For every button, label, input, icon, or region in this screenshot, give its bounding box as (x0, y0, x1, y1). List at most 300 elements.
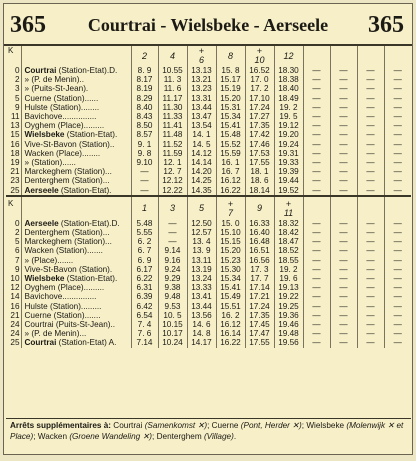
time-cell: 6.22 (131, 274, 158, 283)
time-cell: 9.10 (131, 158, 158, 167)
time-cell: — (357, 158, 384, 167)
time-cell: 11.33 (158, 112, 187, 121)
train-number-label: 11 (283, 207, 294, 218)
footer-part: (Molenwijk ✕ et Place) (10, 421, 404, 441)
station-main: Wacken (24, 148, 54, 158)
time-cell: 17.24 (245, 103, 274, 112)
time-cell: — (357, 320, 384, 329)
cross-mark: + (285, 198, 292, 209)
time-cell: 13.56 (187, 311, 216, 320)
station-main: Wielsbeke (24, 274, 65, 284)
time-cell: 16. 7 (216, 167, 245, 176)
time-cell: 15.41 (216, 121, 245, 130)
station-name (21, 75, 131, 84)
time-cell: 19.46 (274, 320, 303, 329)
time-cell: 8.40 (131, 103, 158, 112)
table-row (6, 103, 411, 112)
table-row (6, 167, 411, 176)
time-cell: 14. 8 (187, 329, 216, 338)
time-cell: 15.31 (216, 103, 245, 112)
time-cell: 18.30 (274, 66, 303, 75)
time-cell: — (357, 130, 384, 139)
station-detail: (Station-Etat). (64, 130, 118, 140)
time-cell: — (384, 186, 411, 196)
time-cell: 9.16 (158, 256, 187, 265)
km-value: 9 (14, 102, 20, 112)
footer-part: . (233, 431, 237, 441)
footer-part: ; Wielsbeke (301, 421, 347, 430)
train-number (216, 199, 245, 219)
station-main: » (24, 75, 30, 85)
time-cell: 14. 1 (187, 130, 216, 139)
km-value: 2 (14, 75, 20, 85)
time-cell: 19.44 (274, 176, 303, 185)
station-name (21, 302, 131, 311)
km-value: 5 (14, 93, 20, 103)
footer-part: Courtrai (111, 421, 145, 430)
train-number (357, 46, 384, 66)
time-cell: 13.54 (187, 121, 216, 130)
train-number (245, 46, 274, 66)
train-number (274, 46, 303, 66)
train-number-label: 8 (227, 50, 233, 61)
time-cell: 11.52 (158, 140, 187, 149)
station-name (21, 94, 131, 103)
station-main: Bavichove (24, 292, 63, 302)
time-cell: 6.17 (131, 265, 158, 274)
time-cell: — (303, 265, 330, 274)
station-main: Hulste (24, 102, 48, 112)
station-name (21, 103, 131, 112)
time-cell: 17.53 (245, 149, 274, 158)
time-cell: 13. 9 (187, 246, 216, 255)
time-cell: — (384, 140, 411, 149)
time-cell: 15. 8 (216, 66, 245, 75)
time-cell: 6.31 (131, 283, 158, 292)
cross-mark: + (256, 46, 263, 56)
time-cell: 16. 2 (216, 311, 245, 320)
time-cell: 16.14 (216, 329, 245, 338)
time-cell: — (303, 66, 330, 75)
time-cell: 15.34 (216, 274, 245, 283)
time-cell: 15.51 (216, 302, 245, 311)
train-number-label: 9 (256, 203, 262, 214)
time-cell: — (384, 130, 411, 139)
time-cell: 15.23 (216, 256, 245, 265)
time-cell: 6. 7 (131, 246, 158, 255)
time-cell: — (330, 94, 357, 103)
time-cell: — (330, 265, 357, 274)
time-cell: — (330, 112, 357, 121)
time-cell: — (357, 283, 384, 292)
time-cell: 10.17 (158, 329, 187, 338)
station-detail: (Station)........ (47, 102, 100, 112)
station-header (21, 199, 131, 219)
time-cell: — (303, 158, 330, 167)
time-cell: — (357, 302, 384, 311)
time-cell: — (384, 176, 411, 185)
station-name (21, 149, 131, 158)
time-cell: 8.57 (131, 130, 158, 139)
station-name (21, 167, 131, 176)
station-main: Denterghem (24, 176, 70, 186)
station-main: Marckeghem (24, 167, 72, 177)
km-value: 25 (10, 185, 20, 195)
station-detail: ............... (62, 112, 97, 122)
time-cell: 14.12 (187, 149, 216, 158)
km-value: 16 (10, 301, 20, 311)
time-cell: 16.56 (245, 256, 274, 265)
footer-part: (Groene Wandeling ✕) (69, 431, 153, 441)
km-value: 21 (10, 310, 20, 320)
time-cell: — (330, 158, 357, 167)
time-cell: — (303, 237, 330, 246)
time-cell: — (303, 186, 330, 196)
time-cell: 15.17 (216, 75, 245, 84)
time-cell: 18.49 (274, 94, 303, 103)
time-cell: 19. 6 (274, 274, 303, 283)
time-cell: 19.20 (274, 130, 303, 139)
time-cell: — (357, 265, 384, 274)
time-cell: 15.20 (216, 246, 245, 255)
time-cell: — (384, 94, 411, 103)
time-cell: 14.35 (187, 186, 216, 196)
time-cell: — (303, 94, 330, 103)
table-row (6, 176, 411, 185)
train-number (187, 46, 216, 66)
time-cell: 15.59 (216, 149, 245, 158)
time-cell: 16.12 (216, 320, 245, 329)
time-cell: 16.22 (216, 186, 245, 196)
footer-part: ; Wacken (33, 431, 70, 441)
table-row (6, 75, 411, 84)
timetable-table (6, 46, 411, 348)
station-main: Vive-St-Bavon (24, 139, 77, 149)
station-detail: (Station-Etat).D. (58, 218, 120, 228)
time-cell: — (384, 167, 411, 176)
station-detail: (Station)... (71, 237, 112, 247)
station-detail: (Station-Etat).D. (56, 66, 118, 75)
station-main: » (24, 84, 30, 94)
km-value: 14 (10, 292, 20, 302)
station-detail: ............... (62, 292, 97, 302)
km-value: 24 (10, 320, 20, 330)
time-cell: 17. 3 (245, 265, 274, 274)
station-name (21, 140, 131, 149)
time-cell: 19. 2 (274, 265, 303, 274)
train-number (330, 46, 357, 66)
time-cell: — (330, 140, 357, 149)
time-cell: — (384, 283, 411, 292)
footer-label: Arrêts supplémentaires à: (10, 421, 112, 430)
time-cell: 19.13 (274, 283, 303, 292)
table-row (6, 149, 411, 158)
time-cell: 19.33 (274, 158, 303, 167)
km-header: K (8, 46, 14, 55)
time-cell: 11.41 (158, 121, 187, 130)
time-cell: 9.38 (158, 283, 187, 292)
time-cell: — (384, 320, 411, 329)
station-name (21, 265, 131, 274)
time-cell: 17.47 (245, 329, 274, 338)
station-name (21, 338, 131, 347)
time-cell: — (330, 311, 357, 320)
table-row (6, 283, 411, 292)
table-row (6, 237, 411, 246)
time-cell: 7. 6 (131, 329, 158, 338)
train-number (384, 199, 411, 219)
time-cell: — (384, 329, 411, 338)
time-cell: — (357, 140, 384, 149)
km-value: 10 (10, 274, 20, 284)
time-cell: 17. 0 (245, 75, 274, 84)
time-cell: — (303, 84, 330, 93)
time-cell: 5.55 (131, 228, 158, 237)
time-cell: 17.55 (245, 338, 274, 347)
footer-part: ; Denterghem (152, 431, 204, 441)
time-cell: 9.29 (158, 274, 187, 283)
time-cell: 14.14 (187, 158, 216, 167)
station-name (21, 311, 131, 320)
time-cell: — (330, 84, 357, 93)
time-cell: — (330, 302, 357, 311)
time-cell: — (384, 219, 411, 228)
table-row (6, 121, 411, 130)
time-cell: 8.17 (131, 75, 158, 84)
time-cell: 6.54 (131, 311, 158, 320)
station-detail: (Station).. (76, 139, 115, 149)
table-row (6, 228, 411, 237)
time-cell: 11.59 (158, 149, 187, 158)
time-cell: — (330, 338, 357, 347)
station-name (21, 320, 131, 329)
time-cell: 12.50 (187, 219, 216, 228)
time-cell: — (158, 228, 187, 237)
time-cell: — (357, 103, 384, 112)
km-value: 15 (10, 130, 20, 140)
time-cell: — (357, 228, 384, 237)
time-cell: — (357, 256, 384, 265)
time-cell: — (303, 302, 330, 311)
time-cell: — (330, 329, 357, 338)
time-cell: — (303, 75, 330, 84)
station-main: Cuerne (24, 93, 52, 103)
time-cell: 19.25 (274, 302, 303, 311)
station-main: Denterghem (24, 228, 70, 238)
time-cell: — (330, 246, 357, 255)
time-cell: 6. 2 (131, 237, 158, 246)
time-cell: 13.11 (187, 256, 216, 265)
km-value: 3 (14, 84, 20, 94)
km-value: 23 (10, 176, 20, 186)
time-cell: 6.39 (131, 292, 158, 301)
table-row (6, 302, 411, 311)
time-cell: 12.22 (158, 186, 187, 196)
station-main: » (24, 329, 30, 339)
time-cell: 18.55 (274, 256, 303, 265)
time-cell: 18.42 (274, 228, 303, 237)
table-row (6, 274, 411, 283)
time-cell: 18.40 (274, 84, 303, 93)
table-row (6, 94, 411, 103)
route-title: Courtrai - Wielsbeke - Aerseele (87, 15, 329, 35)
time-cell: 19.24 (274, 140, 303, 149)
time-cell: — (303, 274, 330, 283)
time-cell: 17. 7 (245, 274, 274, 283)
time-cell: — (303, 219, 330, 228)
station-name (21, 186, 131, 196)
train-number (158, 46, 187, 66)
time-cell: 14.17 (187, 338, 216, 347)
time-cell: — (357, 311, 384, 320)
station-name (21, 66, 131, 75)
time-cell: 19.56 (274, 338, 303, 347)
time-cell: 17.10 (245, 94, 274, 103)
time-cell: — (357, 274, 384, 283)
time-cell: 19. 2 (274, 103, 303, 112)
time-cell: 7. 4 (131, 320, 158, 329)
table-row (6, 265, 411, 274)
time-cell: 9. 1 (131, 140, 158, 149)
station-detail: (Station-Etat) A. (56, 338, 117, 348)
time-cell: 18.14 (245, 186, 274, 196)
time-cell: 19.52 (274, 186, 303, 196)
time-cell: 13.13 (187, 66, 216, 75)
km-value: 0 (14, 218, 20, 228)
table-row (6, 246, 411, 255)
train-number (158, 199, 187, 219)
time-cell: 16.52 (245, 66, 274, 75)
km-value: 25 (10, 338, 20, 348)
footer-part: ; Cuerne (207, 421, 241, 430)
time-cell: 17. 2 (245, 84, 274, 93)
table-row (6, 219, 411, 228)
time-cell: 19.48 (274, 329, 303, 338)
time-cell: 14.25 (187, 176, 216, 185)
time-cell: 12.57 (187, 228, 216, 237)
time-cell: — (357, 219, 384, 228)
time-cell: — (303, 130, 330, 139)
train-number-label: 2 (141, 50, 147, 61)
time-cell: — (330, 219, 357, 228)
train-number-label: 7 (227, 207, 233, 218)
time-cell: 11. 6 (158, 84, 187, 93)
footer-part: (Samenkomst ✕) (144, 421, 208, 430)
time-cell: 9. 8 (131, 149, 158, 158)
time-cell: 17.35 (245, 121, 274, 130)
time-cell: 15.10 (216, 228, 245, 237)
time-cell: 13.24 (187, 274, 216, 283)
station-detail: (Station)... (71, 167, 112, 177)
time-cell: 17.45 (245, 320, 274, 329)
time-cell: 14. 6 (187, 320, 216, 329)
time-cell: — (303, 256, 330, 265)
time-cell: 13.44 (187, 302, 216, 311)
km-value: 11 (11, 112, 20, 122)
table-row (6, 84, 411, 93)
time-cell: 8.29 (131, 94, 158, 103)
time-cell: 17.46 (245, 140, 274, 149)
time-cell: — (131, 186, 158, 196)
time-cell: 13.21 (187, 75, 216, 84)
time-cell: — (330, 320, 357, 329)
time-cell: — (330, 75, 357, 84)
time-cell: — (384, 121, 411, 130)
station-detail: (Station-Etat). (58, 185, 112, 195)
cross-mark: + (198, 46, 205, 56)
time-cell: 10. 5 (158, 311, 187, 320)
time-cell: 9.24 (158, 265, 187, 274)
table-row (6, 130, 411, 139)
time-cell: 15.20 (216, 94, 245, 103)
line-number-right: 365 (368, 12, 404, 38)
time-cell: 16.51 (245, 246, 274, 255)
station-main: Hulste (24, 301, 48, 311)
time-cell: 15.49 (216, 292, 245, 301)
train-number (384, 46, 411, 66)
km-value: 19 (10, 158, 20, 168)
train-number (330, 199, 357, 219)
table-row (6, 158, 411, 167)
time-cell: — (384, 338, 411, 347)
time-cell: 9.48 (158, 292, 187, 301)
km-value: 6 (14, 246, 20, 256)
km-value: 0 (14, 66, 20, 75)
time-cell: — (384, 75, 411, 84)
time-cell: 17.21 (245, 292, 274, 301)
km-value: 21 (10, 167, 20, 177)
time-cell: — (330, 256, 357, 265)
train-number-label: 3 (169, 203, 175, 214)
time-cell: 13.31 (187, 94, 216, 103)
time-cell: 19.39 (274, 167, 303, 176)
table-row (6, 186, 411, 196)
time-cell: — (330, 237, 357, 246)
km-value: 13 (10, 121, 20, 131)
train-number (303, 199, 330, 219)
time-cell: — (131, 167, 158, 176)
station-main: Oyghem (24, 283, 56, 293)
station-name (21, 283, 131, 292)
time-cell: 18.47 (274, 237, 303, 246)
table-row (6, 140, 411, 149)
station-name (21, 176, 131, 185)
time-cell: — (303, 103, 330, 112)
station-name (21, 158, 131, 167)
station-name (21, 130, 131, 139)
time-cell: — (384, 158, 411, 167)
station-main: Aerseele (24, 218, 59, 228)
time-cell: 12. 1 (158, 158, 187, 167)
station-detail: (Puits-St-Jean).. (53, 320, 116, 330)
time-cell: 6.42 (131, 302, 158, 311)
station-detail: (Place)....... (29, 255, 74, 265)
time-cell: 17.14 (245, 283, 274, 292)
time-cell: 13.44 (187, 103, 216, 112)
time-cell: 11.30 (158, 103, 187, 112)
time-cell: — (303, 112, 330, 121)
time-cell: — (131, 176, 158, 185)
time-cell: — (303, 228, 330, 237)
time-cell: 18.38 (274, 75, 303, 84)
station-detail: (Place)........ (53, 148, 101, 158)
station-main: Wacken (24, 246, 54, 256)
time-cell: 16.12 (216, 176, 245, 185)
time-cell: 8.43 (131, 112, 158, 121)
train-number-row (6, 46, 411, 66)
time-cell: 18. 6 (245, 176, 274, 185)
station-main: » (24, 255, 30, 265)
